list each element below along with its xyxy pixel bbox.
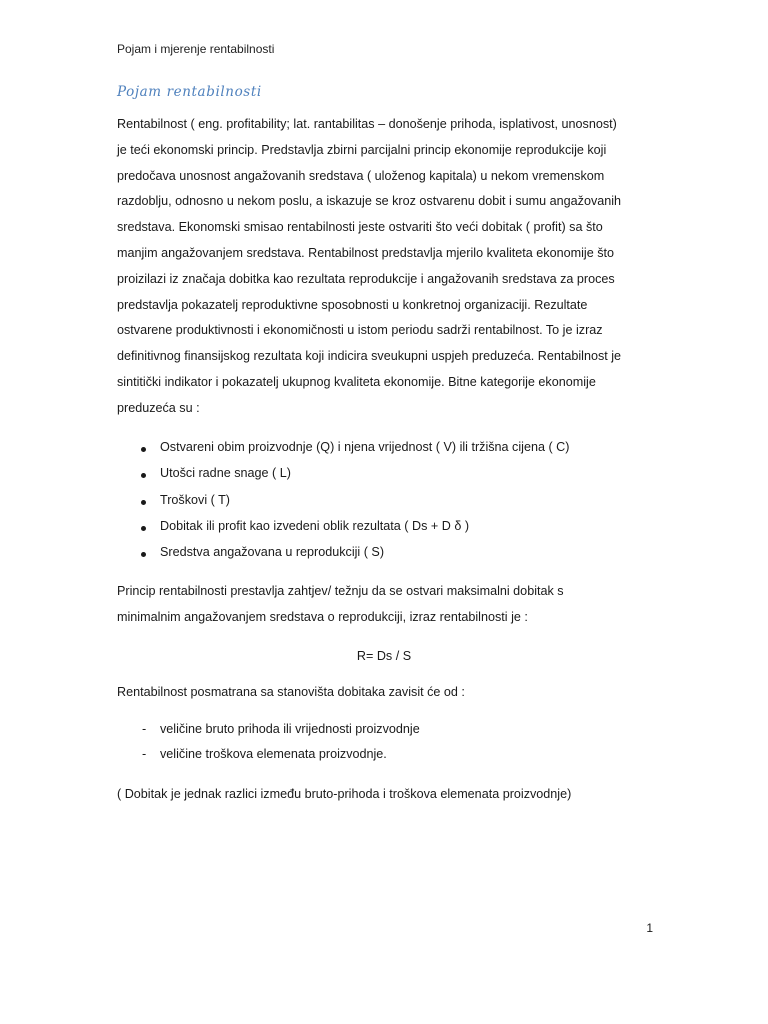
dash-marker: -: [142, 747, 147, 761]
paragraph-line: ostvarene produktivnosti i ekonomičnosti u istom periodu sadrži rentabilnost. To je izraz: [117, 323, 603, 338]
principle-paragraph: [117, 579, 657, 631]
bullet-icon: [141, 526, 146, 531]
list-item-text: veličine bruto prihoda ili vrijednosti proizvodnje: [160, 722, 420, 736]
paragraph-line: Princip rentabilnosti prestavlja zahtjev/ težnju da se ostvari maksimalni dobitak s: [117, 584, 564, 598]
list-item-text: veličine troškova elemenata proizvodnje.: [160, 747, 387, 761]
bullet-icon: [141, 500, 146, 505]
dash-marker: -: [142, 722, 147, 736]
paragraph-line: minimalnim angažovanjem sredstava o reprodukciji, izraz rentabilnosti je :: [117, 609, 528, 624]
paragraph-line: razdoblju, odnosno u nekom poslu, a iskazuje se kroz ostvarenu dobit i sumu angažovanih: [117, 194, 622, 209]
running-header: Pojam i mjerenje rentabilnosti: [117, 42, 275, 56]
paragraph-line: sredstava. Ekonomski smisao rentabilnosti jeste ostvariti što veći dobitak ( profit) sa što: [117, 220, 603, 235]
bullet-icon: [141, 473, 146, 478]
paragraph-line: proizilazi iz značaja dobitka kao rezultata reprodukcije i angažovanih sredstava za proces: [117, 271, 615, 286]
formula: R= Ds / S: [356, 649, 412, 663]
paragraph-line: definitivnog finansijskog rezultata koji indicira sveukupni uspjeh preduzeća. Rentabilnost je: [117, 349, 622, 364]
bullet-icon: [141, 447, 146, 452]
intro-paragraph: [117, 112, 657, 422]
paragraph-line: ( Dobitak je jednak razlici između bruto-prihoda i troškova elemenata proizvodnje): [117, 787, 572, 801]
paragraph-line: sintitički indikator i pokazatelj ukupnog kvaliteta ekonomije. Bitne kategorije ekonomije: [117, 374, 596, 389]
section-heading: Pojam rentabilnosti: [117, 84, 262, 100]
paragraph-line: manjim angažovanjem sredstava. Rentabilnost predstavlja mjerilo kvaliteta ekonomije što: [117, 245, 614, 260]
list-item-text: Troškovi ( T): [160, 493, 230, 507]
list-item-text: Dobitak ili profit kao izvedeni oblik rezultata ( Ds + D δ ): [160, 519, 470, 533]
paragraph-line: predočava unosnost angažovanih sredstava ( uloženog kapitala) u nekom vremenskom: [117, 168, 605, 183]
paragraph-line: predstavlja pokazatelj reproduktivne sposobnosti u konkretnoj organizaciji. Rezultate: [117, 297, 588, 312]
list-item-text: Utošci radne snage ( L): [160, 466, 291, 480]
page-number: 1: [646, 921, 653, 935]
paragraph-line: Rentabilnost posmatrana sa stanovišta dobitaka zavisit će od :: [117, 685, 465, 699]
bullet-icon: [141, 552, 146, 557]
paragraph-line: preduzeća su :: [117, 400, 200, 415]
list-item-text: Ostvareni obim proizvodnje (Q) i njena vrijednost ( V) ili tržišna cijena ( C): [160, 440, 570, 454]
note-paragraph: [117, 782, 657, 808]
paragraph-line: Rentabilnost ( eng. profitability; lat. rantabilitas – donošenje prihoda, isplativost, unosnost): [117, 117, 617, 131]
paragraph-line: je teći ekonomski princip. Predstavlja zbirni parcijalni princip ekonomije reprodukcije koji: [117, 142, 607, 157]
list-item-text: Sredstva angažovana u reprodukciji ( S): [160, 545, 385, 559]
stance-paragraph: [117, 680, 657, 706]
